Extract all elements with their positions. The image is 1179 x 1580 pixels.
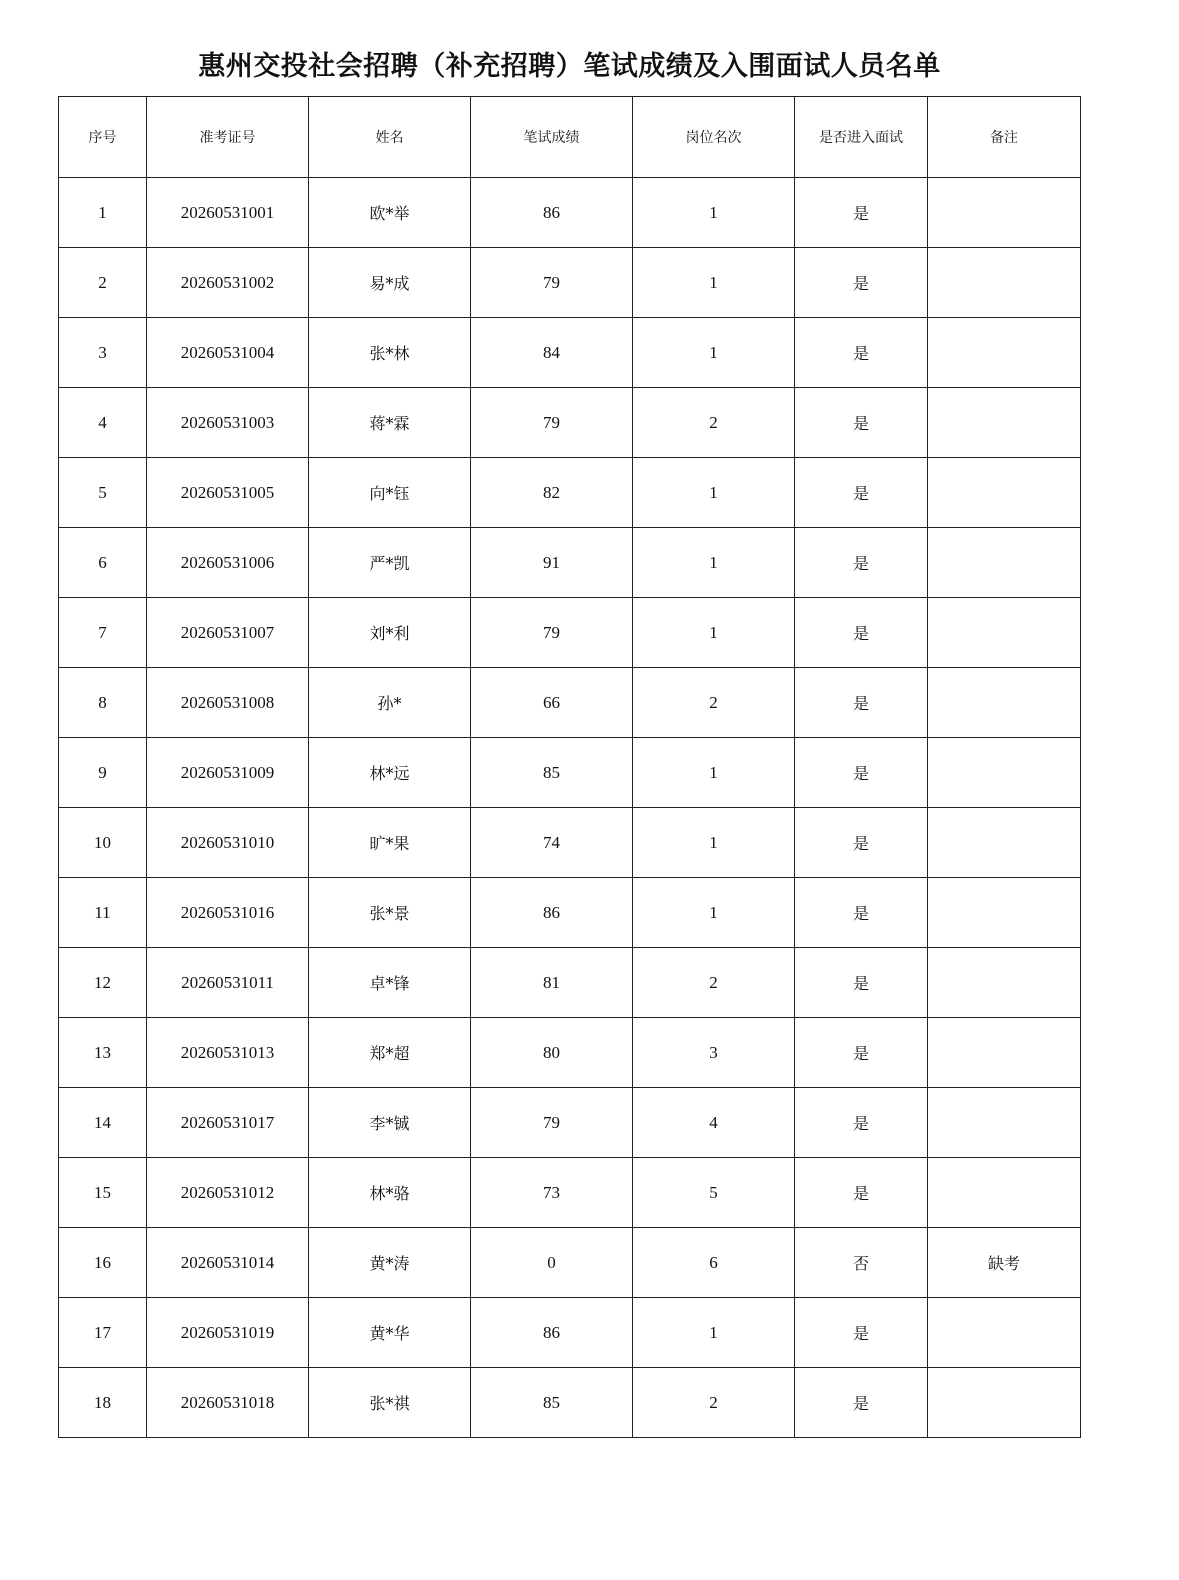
cell-ticket: 20260531004 <box>147 318 309 388</box>
cell-name: 李*铖 <box>309 1088 471 1158</box>
cell-ticket: 20260531017 <box>147 1088 309 1158</box>
cell-rank: 1 <box>633 738 795 808</box>
cell-score: 82 <box>471 458 633 528</box>
cell-name: 林*骆 <box>309 1158 471 1228</box>
cell-score: 0 <box>471 1228 633 1298</box>
cell-no: 3 <box>59 318 147 388</box>
cell-ticket: 20260531013 <box>147 1018 309 1088</box>
cell-ticket: 20260531008 <box>147 668 309 738</box>
cell-score: 79 <box>471 598 633 668</box>
cell-interview: 是 <box>795 1368 928 1438</box>
cell-rank: 2 <box>633 948 795 1018</box>
cell-score: 91 <box>471 528 633 598</box>
cell-name: 黄*华 <box>309 1298 471 1368</box>
cell-score: 86 <box>471 1298 633 1368</box>
cell-name: 张*祺 <box>309 1368 471 1438</box>
cell-name: 严*凯 <box>309 528 471 598</box>
cell-name: 欧*举 <box>309 178 471 248</box>
cell-rank: 2 <box>633 388 795 458</box>
cell-no: 6 <box>59 528 147 598</box>
table-row <box>59 1298 1081 1368</box>
column-header-no: 序号 <box>59 97 147 178</box>
column-header-ticket: 准考证号 <box>147 97 309 178</box>
cell-interview: 是 <box>795 318 928 388</box>
cell-name: 张*景 <box>309 878 471 948</box>
cell-note <box>928 878 1081 948</box>
table-row <box>59 808 1081 878</box>
table-row <box>59 668 1081 738</box>
cell-rank: 1 <box>633 808 795 878</box>
cell-score: 86 <box>471 178 633 248</box>
cell-rank: 2 <box>633 1368 795 1438</box>
table-row <box>59 178 1081 248</box>
table-row <box>59 738 1081 808</box>
cell-note <box>928 1088 1081 1158</box>
cell-no: 13 <box>59 1018 147 1088</box>
cell-no: 14 <box>59 1088 147 1158</box>
column-header-note: 备注 <box>928 97 1081 178</box>
cell-note <box>928 458 1081 528</box>
table-row <box>59 248 1081 318</box>
cell-rank: 1 <box>633 318 795 388</box>
column-header-rank: 岗位名次 <box>633 97 795 178</box>
cell-ticket: 20260531012 <box>147 1158 309 1228</box>
cell-note <box>928 948 1081 1018</box>
cell-no: 10 <box>59 808 147 878</box>
cell-name: 孙* <box>309 668 471 738</box>
table-row <box>59 878 1081 948</box>
cell-interview: 是 <box>795 178 928 248</box>
table-row <box>59 1018 1081 1088</box>
cell-note <box>928 598 1081 668</box>
cell-interview: 是 <box>795 1088 928 1158</box>
cell-ticket: 20260531010 <box>147 808 309 878</box>
cell-ticket: 20260531011 <box>147 948 309 1018</box>
cell-score: 79 <box>471 1088 633 1158</box>
cell-ticket: 20260531018 <box>147 1368 309 1438</box>
cell-no: 16 <box>59 1228 147 1298</box>
cell-no: 4 <box>59 388 147 458</box>
cell-ticket: 20260531002 <box>147 248 309 318</box>
cell-score: 84 <box>471 318 633 388</box>
cell-ticket: 20260531006 <box>147 528 309 598</box>
cell-no: 5 <box>59 458 147 528</box>
cell-rank: 1 <box>633 528 795 598</box>
cell-no: 17 <box>59 1298 147 1368</box>
cell-rank: 1 <box>633 248 795 318</box>
table-row <box>59 1228 1081 1298</box>
cell-rank: 2 <box>633 668 795 738</box>
cell-rank: 5 <box>633 1158 795 1228</box>
cell-score: 73 <box>471 1158 633 1228</box>
cell-name: 黄*涛 <box>309 1228 471 1298</box>
cell-ticket: 20260531007 <box>147 598 309 668</box>
column-header-score: 笔试成绩 <box>471 97 633 178</box>
cell-note <box>928 1158 1081 1228</box>
table-row <box>59 458 1081 528</box>
cell-ticket: 20260531005 <box>147 458 309 528</box>
column-header-name: 姓名 <box>309 97 471 178</box>
cell-name: 张*林 <box>309 318 471 388</box>
cell-interview: 是 <box>795 1298 928 1368</box>
cell-score: 66 <box>471 668 633 738</box>
document-title: 惠州交投社会招聘（补充招聘）笔试成绩及入围面试人员名单 <box>198 51 941 82</box>
cell-interview: 是 <box>795 598 928 668</box>
table-row <box>59 1158 1081 1228</box>
cell-rank: 1 <box>633 598 795 668</box>
cell-interview: 是 <box>795 808 928 878</box>
cell-name: 林*远 <box>309 738 471 808</box>
cell-rank: 1 <box>633 1298 795 1368</box>
table-row <box>59 1088 1081 1158</box>
cell-interview: 是 <box>795 248 928 318</box>
cell-ticket: 20260531001 <box>147 178 309 248</box>
cell-rank: 1 <box>633 178 795 248</box>
cell-ticket: 20260531003 <box>147 388 309 458</box>
cell-name: 向*钰 <box>309 458 471 528</box>
table-header-row <box>59 97 1081 178</box>
cell-note <box>928 248 1081 318</box>
cell-note <box>928 1368 1081 1438</box>
cell-note <box>928 528 1081 598</box>
cell-rank: 1 <box>633 458 795 528</box>
cell-note <box>928 318 1081 388</box>
cell-score: 85 <box>471 738 633 808</box>
cell-interview: 是 <box>795 948 928 1018</box>
cell-rank: 6 <box>633 1228 795 1298</box>
cell-no: 2 <box>59 248 147 318</box>
cell-no: 9 <box>59 738 147 808</box>
cell-name: 蒋*霖 <box>309 388 471 458</box>
cell-ticket: 20260531019 <box>147 1298 309 1368</box>
cell-no: 11 <box>59 878 147 948</box>
table-row <box>59 948 1081 1018</box>
cell-note <box>928 738 1081 808</box>
cell-interview: 否 <box>795 1228 928 1298</box>
cell-interview: 是 <box>795 1158 928 1228</box>
cell-no: 8 <box>59 668 147 738</box>
cell-rank: 4 <box>633 1088 795 1158</box>
cell-interview: 是 <box>795 878 928 948</box>
cell-note <box>928 388 1081 458</box>
cell-score: 79 <box>471 248 633 318</box>
cell-rank: 3 <box>633 1018 795 1088</box>
cell-no: 7 <box>59 598 147 668</box>
cell-interview: 是 <box>795 1018 928 1088</box>
cell-no: 1 <box>59 178 147 248</box>
cell-note <box>928 668 1081 738</box>
cell-note <box>928 1298 1081 1368</box>
cell-interview: 是 <box>795 668 928 738</box>
cell-note <box>928 808 1081 878</box>
table-row <box>59 528 1081 598</box>
table-row <box>59 1368 1081 1438</box>
cell-ticket: 20260531016 <box>147 878 309 948</box>
cell-score: 74 <box>471 808 633 878</box>
table-row <box>59 598 1081 668</box>
score-table <box>58 96 1081 1438</box>
cell-rank: 1 <box>633 878 795 948</box>
table-row <box>59 318 1081 388</box>
cell-no: 12 <box>59 948 147 1018</box>
cell-score: 79 <box>471 388 633 458</box>
cell-interview: 是 <box>795 528 928 598</box>
table-row <box>59 388 1081 458</box>
table-body <box>59 178 1081 1438</box>
cell-name: 易*成 <box>309 248 471 318</box>
cell-interview: 是 <box>795 738 928 808</box>
cell-note <box>928 1018 1081 1088</box>
column-header-interview: 是否进入面试 <box>795 97 928 178</box>
cell-name: 刘*利 <box>309 598 471 668</box>
cell-note <box>928 178 1081 248</box>
cell-name: 旷*果 <box>309 808 471 878</box>
cell-name: 卓*锋 <box>309 948 471 1018</box>
cell-ticket: 20260531009 <box>147 738 309 808</box>
cell-interview: 是 <box>795 458 928 528</box>
cell-score: 85 <box>471 1368 633 1438</box>
cell-note: 缺考 <box>928 1228 1081 1298</box>
cell-score: 86 <box>471 878 633 948</box>
cell-score: 80 <box>471 1018 633 1088</box>
cell-no: 15 <box>59 1158 147 1228</box>
cell-score: 81 <box>471 948 633 1018</box>
cell-interview: 是 <box>795 388 928 458</box>
cell-name: 郑*超 <box>309 1018 471 1088</box>
cell-no: 18 <box>59 1368 147 1438</box>
cell-ticket: 20260531014 <box>147 1228 309 1298</box>
